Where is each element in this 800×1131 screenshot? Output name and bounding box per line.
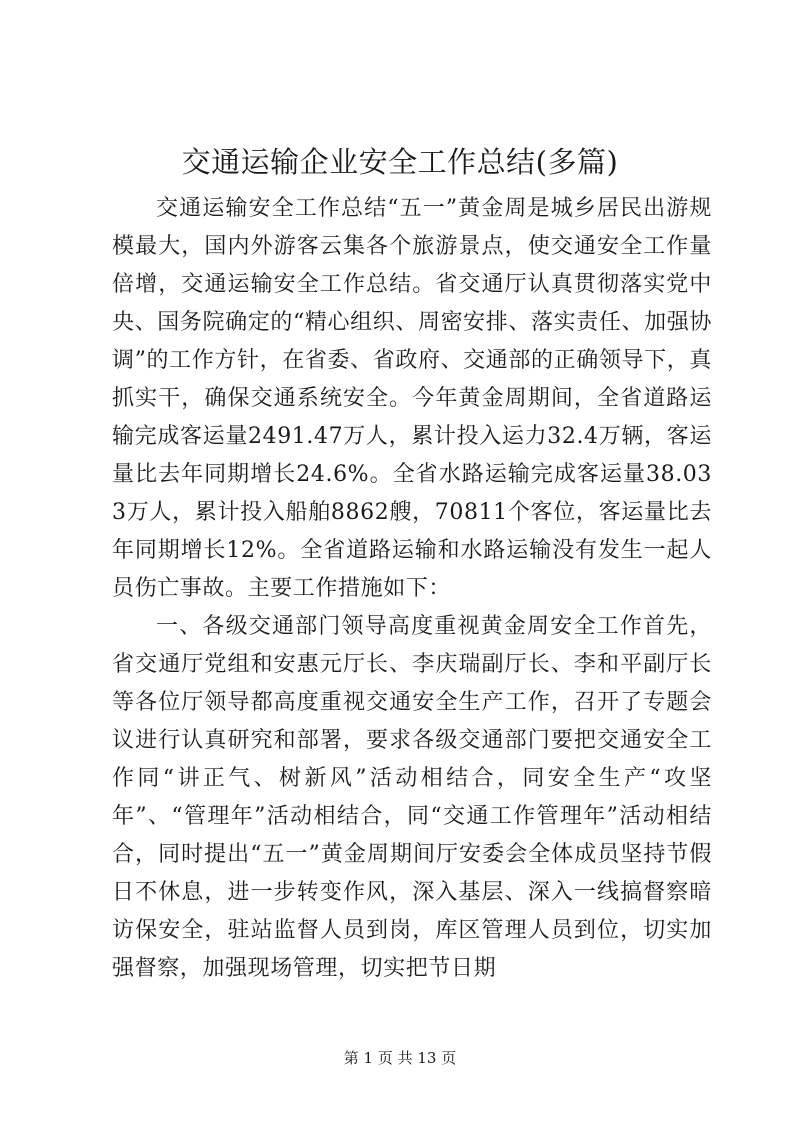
document-title: 交通运输企业安全工作总结(多篇) <box>181 145 619 179</box>
paragraph-section-one: 一、各级交通部门领导高度重视黄金周安全工作首先，省交通厅党组和安惠元厅长、李庆瑞副厅长、李和平副厅长等各位厅领导都高度重视交通安全生产工作，召开了专题会议进行认真研究和部署，要求各级交通部门要把交通安全工作同“讲正气、树新风”活动相结合，同安全生产“攻坚年”、“管理年”活动相结合，同“交通工作管理年”活动相结合，同时提出“五一”黄金周期间厅安委会全体成员坚持节假日不休息，进一步转变作风，深入基层、深入一线搞督察暗访保安全，驻站监督人员到岗，库区管理人员到位，切实加强督察，加强现场管理，切实把节日期 <box>112 614 712 981</box>
page-number-footer: 第 1 页 共 13 页 <box>343 1049 457 1067</box>
paragraph-intro: 交通运输安全工作总结“五一”黄金周是城乡居民出游规模最大，国内外游客云集各个旅游景点，使交通安全工作量倍增，交通运输安全工作总结。省交通厅认真贯彻落实党中央、国务院确定的“精心组织、周密安排、落实责任、加强协调”的工作方针，在省委、省政府、交通部的正确领导下，真抓实干，确保交通系统安全。今年黄金周期间，全省道路运输完成客运量2491.47万人，累计投入运力32.4万辆，客运量比去年同期增长24.6%。全省水路运输完成客运量38.033万人，累计投入船舶8862艘，70811个客位，客运量比去年同期增长12%。全省道路运输和水路运输没有发生一起人员伤亡事故。主要工作措施如下： <box>112 196 712 601</box>
document-body <box>112 190 712 988</box>
